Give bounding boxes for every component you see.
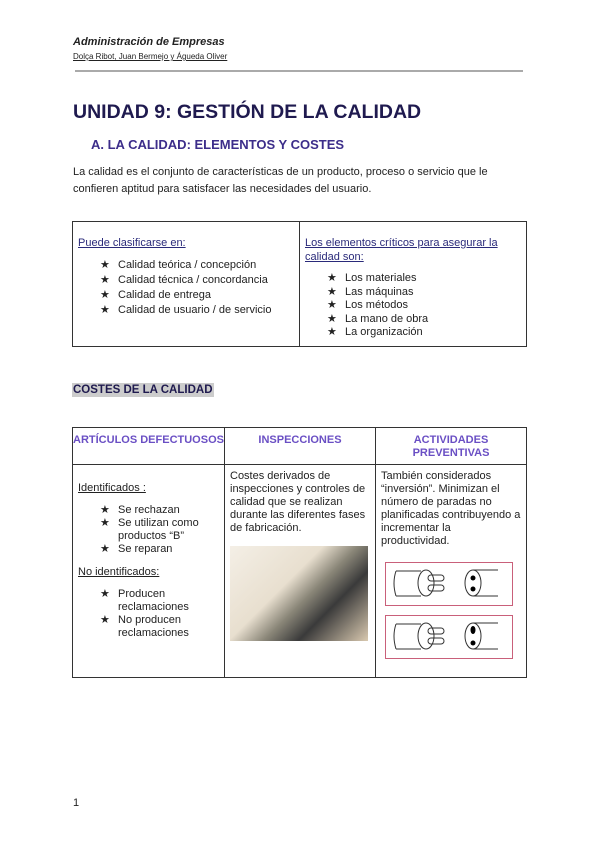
classification-list <box>78 258 294 318</box>
identified-list <box>78 504 219 556</box>
list-item: ★ Se reparan <box>100 543 219 556</box>
critical-list <box>305 272 521 340</box>
unit-title: UNIDAD 9: GESTIÓN DE LA CALIDAD <box>73 101 422 123</box>
header-authors: Dolça Ribot, Juan Bermejo y Águeda Oliver <box>73 52 228 61</box>
quality-costs-table <box>72 427 527 678</box>
inspections-text: Costes derivados de inspecciones y controles de calidad que se realizan durante las diferentes fases de fabricación. <box>230 470 366 534</box>
list-item: ★ Calidad de entrega <box>100 288 294 303</box>
section-title: A. LA CALIDAD: ELEMENTOS Y COSTES <box>91 137 345 152</box>
inspections-cell <box>225 465 376 678</box>
list-item: ★ Calidad técnica / concordancia <box>100 273 294 288</box>
connector-diagram-image <box>385 562 513 606</box>
identified-label: Identificados : <box>78 482 146 494</box>
list-item: ★ Los materiales <box>327 272 521 286</box>
page-number: 1 <box>73 797 80 809</box>
not-identified-label: No identificados: <box>78 566 160 578</box>
list-item: ★ No producen reclamaciones <box>100 614 219 640</box>
preventive-text: También considerados “inversión”. Minimizan el número de paradas no planificadas contribuyendo a incrementar la productividad. <box>381 470 521 547</box>
list-item: ★ La mano de obra <box>327 313 521 327</box>
costs-heading: COSTES DE LA CALIDAD <box>73 384 213 396</box>
classification-heading: Puede clasificarse en: <box>78 237 186 249</box>
list-item: ★ Las máquinas <box>327 286 521 300</box>
list-item: ★ Calidad teórica / concepción <box>100 258 294 273</box>
list-item: ★ Producen reclamaciones <box>100 588 219 614</box>
connector-diagram-image <box>385 615 513 659</box>
column-header: ARTÍCULOS DEFECTUOSOS <box>73 428 225 465</box>
list-item: ★ Calidad de usuario / de servicio <box>100 303 294 318</box>
inspection-photo <box>230 546 368 641</box>
quality-elements-table <box>72 221 527 347</box>
column-header: INSPECCIONES <box>225 428 376 465</box>
intro-paragraph: La calidad es el conjunto de características de un producto, proceso o servicio que le confieren aptitud para satisfacer las necesidades del usuario. <box>73 166 488 195</box>
critical-elements-cell <box>300 222 527 347</box>
list-item: ★ La organización <box>327 326 521 340</box>
preventive-cell <box>376 465 527 678</box>
defective-items-cell <box>73 465 225 678</box>
list-item: ★ Se utilizan como productos “B” <box>100 517 219 543</box>
list-item: ★ Los métodos <box>327 299 521 313</box>
header-title: Administración de Empresas <box>73 36 225 48</box>
critical-heading: Los elementos críticos para asegurar la calidad son: <box>305 237 498 263</box>
classification-cell <box>73 222 300 347</box>
not-identified-list <box>78 588 219 640</box>
header-divider <box>75 70 523 72</box>
column-header: ACTIVIDADES PREVENTIVAS <box>376 428 527 465</box>
list-item: ★ Se rechazan <box>100 504 219 517</box>
